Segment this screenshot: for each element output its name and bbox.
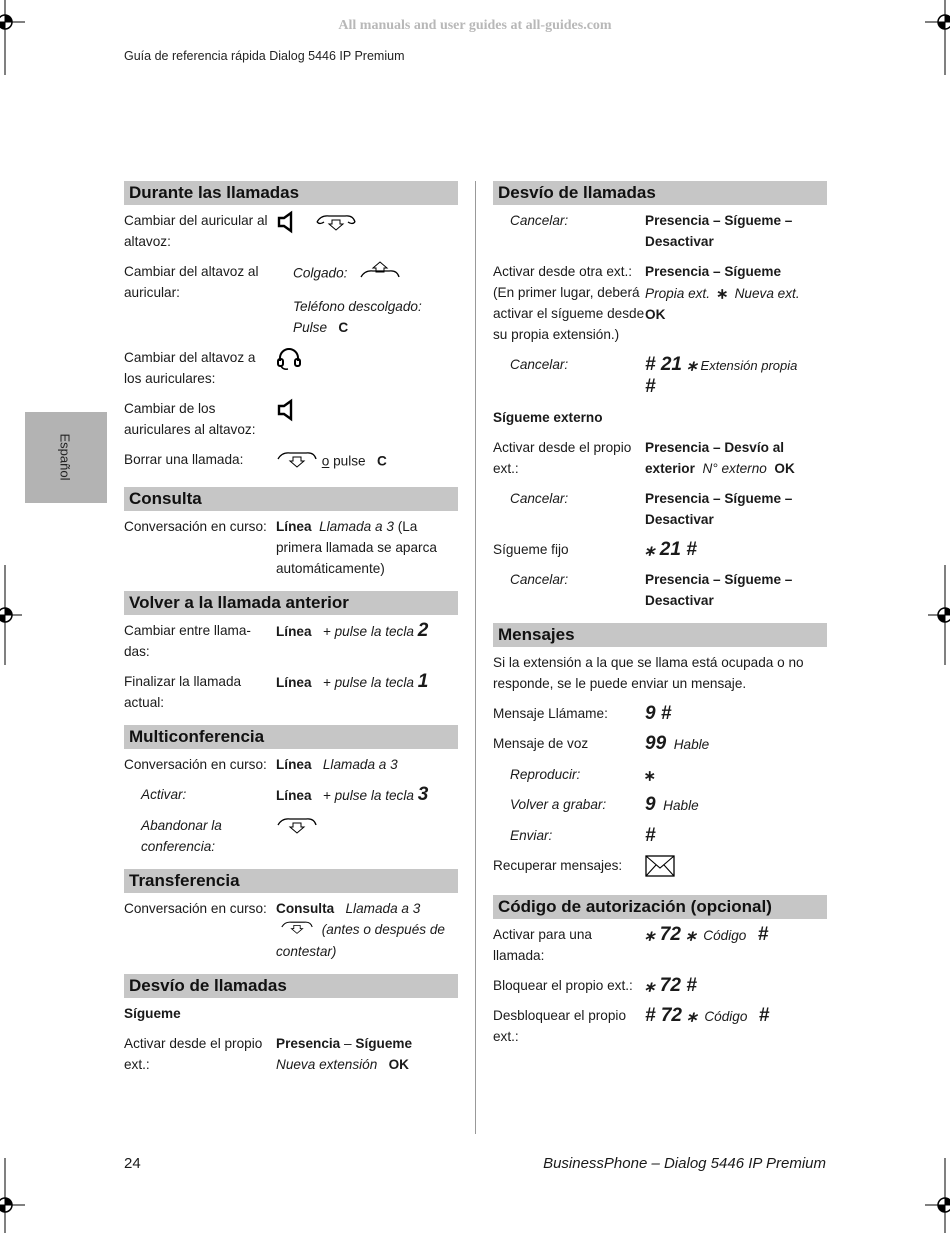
row-label: Cambiar del altavoz a los auriculares: bbox=[124, 350, 256, 386]
codigo-text: Código bbox=[704, 1009, 748, 1024]
row-label: Cambiar entre llama-das: bbox=[124, 623, 251, 659]
linea-key: Línea bbox=[276, 757, 312, 772]
row-label: Finalizar la llamada actual: bbox=[124, 674, 242, 710]
row-label: Conversación en curso: bbox=[124, 757, 267, 772]
row-value bbox=[645, 855, 827, 883]
section-heading-desvio-right: Desvío de llamadas bbox=[493, 181, 827, 205]
mensajes-intro: Si la extensión a la que se llama está ocupada o no responde, se le puede enviar un mensaje. bbox=[493, 655, 804, 691]
row-volver-grabar bbox=[493, 794, 827, 816]
row-label: Conversación en curso: bbox=[124, 519, 267, 534]
row-activar-codigo bbox=[493, 924, 827, 966]
handset-down-icon bbox=[315, 212, 357, 238]
star-icon: ⁎ bbox=[717, 282, 728, 303]
column-divider bbox=[475, 181, 476, 1134]
row-multi-activar bbox=[124, 784, 458, 806]
row-label: Bloquear el propio ext.: bbox=[493, 978, 633, 993]
row-activar-otra-ext bbox=[493, 261, 827, 345]
row-label: Cancelar: bbox=[510, 357, 569, 372]
row-auriculares-altavoz bbox=[124, 398, 458, 440]
section-heading-consulta: Consulta bbox=[124, 487, 458, 511]
pulse-tecla-text: + pulse la tecla bbox=[322, 675, 414, 690]
ok-key: OK bbox=[645, 307, 666, 322]
row-value bbox=[276, 671, 458, 713]
section-heading-multiconferencia: Multiconferencia bbox=[124, 725, 458, 749]
row-value bbox=[645, 1005, 827, 1047]
num-externo-text: N° externo bbox=[702, 461, 767, 476]
row-value bbox=[276, 210, 458, 252]
speaker-icon bbox=[276, 210, 300, 240]
c-key: C bbox=[338, 320, 349, 335]
pulse-tecla-text: + pulse la tecla bbox=[322, 788, 414, 803]
extension-propia-text: Extensión propia bbox=[700, 358, 798, 373]
presencia-sigueme: Presencia – Sígueme bbox=[645, 264, 782, 279]
left-column bbox=[124, 181, 458, 1084]
section-heading-volver: Volver a la llamada anterior bbox=[124, 591, 458, 615]
section-heading-mensajes: Mensajes bbox=[493, 623, 827, 647]
row-value: 9 # bbox=[645, 703, 672, 724]
llamada-a-3: Llamada a 3 bbox=[345, 901, 421, 916]
llamada-a-3: Llamada a 3 bbox=[322, 757, 398, 772]
c-key: C bbox=[376, 453, 387, 469]
row-value: Presencia – Sígueme – Desactivar bbox=[645, 491, 793, 527]
row-value: ⁎ 72 # bbox=[645, 975, 697, 996]
descolgado-label: Teléfono descolgado: bbox=[293, 299, 422, 314]
row-label: Activar: bbox=[141, 787, 187, 802]
row-value bbox=[645, 794, 827, 816]
code-keys: 9 bbox=[645, 794, 656, 815]
row-consulta bbox=[124, 516, 458, 579]
subheading-sigueme-externo: Sígueme externo bbox=[493, 410, 603, 425]
row-value: ⁎ bbox=[645, 764, 655, 785]
hash-key: # bbox=[757, 924, 769, 945]
row-cancelar-1 bbox=[493, 210, 827, 252]
speaker-icon bbox=[276, 398, 300, 428]
headset-icon bbox=[276, 347, 302, 377]
dash: – bbox=[344, 1036, 352, 1052]
ok-key: OK bbox=[388, 1057, 409, 1073]
handset-up-icon bbox=[359, 261, 401, 287]
row-value: Presencia – Sígueme – Desactivar bbox=[645, 213, 793, 249]
row-reproducir bbox=[493, 764, 827, 785]
row-sigueme-fijo bbox=[493, 539, 827, 560]
nueva-ext-text: Nueva ext. bbox=[734, 286, 800, 301]
row-label: Abandonar la conferencia: bbox=[141, 818, 222, 854]
running-header: Guía de referencia rápida Dialog 5446 IP Premium bbox=[124, 49, 405, 63]
digit-key: 3 bbox=[417, 784, 429, 805]
row-llamame bbox=[493, 703, 827, 724]
code-keys: # 72 ⁎ bbox=[645, 1005, 697, 1026]
subheading-sigueme: Sígueme bbox=[124, 1006, 181, 1022]
row-auricular-altavoz bbox=[124, 210, 458, 252]
row-desbloquear bbox=[493, 1005, 827, 1047]
row-altavoz-auricular bbox=[124, 261, 458, 338]
note-text: (La primera llamada se aparca automáticamente) bbox=[276, 519, 437, 576]
row-label: Cancelar: bbox=[510, 491, 569, 506]
row-value bbox=[645, 924, 827, 966]
right-column bbox=[493, 181, 827, 1056]
row-label: Mensaje de voz bbox=[493, 736, 589, 751]
registration-mark-top-right bbox=[920, 0, 950, 80]
row-value bbox=[645, 354, 827, 398]
row-label: Cancelar: bbox=[510, 213, 569, 228]
row-label: Cancelar: bbox=[510, 572, 569, 587]
pulse-tecla-text: + pulse la tecla bbox=[322, 624, 414, 639]
row-value bbox=[276, 347, 458, 389]
linea-key: Línea bbox=[276, 788, 312, 803]
row-cancelar-3 bbox=[493, 488, 827, 530]
row-label: Cambiar del auricular al altavoz: bbox=[124, 213, 268, 249]
row-multi-conversacion bbox=[124, 754, 458, 775]
consulta-key: Consulta bbox=[276, 901, 335, 916]
row-label: Cambiar de los auriculares al altavoz: bbox=[124, 401, 256, 437]
llamada-a-3: Llamada a 3 bbox=[319, 519, 394, 534]
row-recuperar bbox=[493, 855, 827, 883]
code-keys: ⁎ 72 ⁎ bbox=[645, 924, 696, 945]
digit-key: 2 bbox=[417, 620, 429, 641]
code-keys: 99 bbox=[645, 733, 667, 754]
row-value bbox=[276, 1033, 458, 1075]
row-cambiar-llamadas bbox=[124, 620, 458, 662]
row-value bbox=[276, 784, 458, 806]
row-value bbox=[276, 754, 458, 775]
row-value bbox=[645, 733, 827, 755]
row-value bbox=[276, 620, 458, 662]
row-activar-externo bbox=[493, 437, 827, 479]
row-label: Activar para una llamada: bbox=[493, 927, 592, 963]
row-label: Borrar una llamada: bbox=[124, 452, 244, 467]
presencia-desvio: Presencia – Desvío al exterior bbox=[645, 440, 785, 476]
row-value: # bbox=[645, 825, 656, 846]
registration-mark-mid-right bbox=[920, 565, 950, 665]
row-transferencia bbox=[124, 898, 458, 962]
row-value: Presencia – Sígueme – Desactivar bbox=[645, 572, 793, 608]
row-value bbox=[276, 815, 458, 857]
row-label: Reproducir: bbox=[510, 767, 581, 782]
row-label: Activar desde el propio ext.: bbox=[493, 440, 632, 476]
row-label: Volver a grabar: bbox=[510, 797, 607, 812]
or-text: o bbox=[321, 453, 330, 469]
handset-down-icon bbox=[276, 449, 318, 475]
code-keys: # 21 ⁎ bbox=[645, 354, 697, 375]
row-value bbox=[276, 449, 458, 475]
row-cancelar-4 bbox=[493, 569, 827, 611]
row-label: Mensaje Llámame: bbox=[493, 706, 608, 721]
nueva-extension-text: Nueva extensión bbox=[276, 1057, 378, 1073]
watermark: All manuals and user guides at all-guides.com bbox=[338, 18, 612, 33]
pulse-text: pulse bbox=[333, 453, 366, 469]
linea-key: Línea bbox=[276, 519, 312, 534]
row-sigueme-activar bbox=[124, 1033, 458, 1075]
row-value bbox=[645, 261, 827, 345]
row-value bbox=[645, 437, 827, 479]
row-enviar bbox=[493, 825, 827, 846]
propia-ext-text: Propia ext. bbox=[645, 286, 710, 301]
row-value bbox=[276, 398, 458, 440]
row-value: ⁎ 21 # bbox=[645, 539, 697, 560]
section-heading-desvio-left: Desvío de llamadas bbox=[124, 974, 458, 998]
language-label: Español bbox=[57, 433, 73, 481]
row-multi-abandonar bbox=[124, 815, 458, 857]
sigueme-key: Sígueme bbox=[355, 1036, 413, 1052]
hash-key: # bbox=[645, 376, 656, 397]
row-label: Activar desde el propio ext.: bbox=[124, 1036, 263, 1073]
colgado-label: Colgado: bbox=[293, 265, 348, 281]
row-label: Cambiar del altavoz al auricular: bbox=[124, 264, 259, 300]
linea-key: Línea bbox=[276, 624, 312, 639]
row-altavoz-auriculares bbox=[124, 347, 458, 389]
registration-mark-bottom-right bbox=[920, 1158, 950, 1233]
hable-text: Hable bbox=[663, 798, 699, 813]
row-value bbox=[276, 261, 458, 338]
presencia-key: Presencia bbox=[276, 1036, 341, 1052]
section-heading-transferencia: Transferencia bbox=[124, 869, 458, 893]
registration-mark-mid-left bbox=[0, 565, 30, 665]
row-label: Recuperar mensajes: bbox=[493, 858, 623, 873]
registration-mark-top-left bbox=[0, 0, 30, 80]
codigo-text: Código bbox=[703, 928, 747, 943]
row-borrar-llamada bbox=[124, 449, 458, 475]
section-heading-codigo: Código de autorización (opcional) bbox=[493, 895, 827, 919]
row-label: Activar desde otra ext.: (En primer lugar, deberá activar el sígueme desde su propia extensión.) bbox=[493, 264, 645, 342]
row-value bbox=[276, 516, 458, 579]
row-finalizar-llamada bbox=[124, 671, 458, 713]
row-label: Enviar: bbox=[510, 828, 553, 843]
row-label: Desbloquear el propio ext.: bbox=[493, 1008, 627, 1044]
row-label: Sígueme fijo bbox=[493, 542, 569, 557]
page-number: 24 bbox=[124, 1155, 141, 1172]
note-text: (antes o después de contestar) bbox=[276, 922, 445, 960]
registration-mark-bottom-left bbox=[0, 1158, 30, 1233]
language-side-tab bbox=[25, 412, 107, 503]
row-cancelar-2 bbox=[493, 354, 827, 398]
handset-down-icon bbox=[276, 919, 318, 941]
handset-down-icon bbox=[276, 815, 318, 841]
pulse-label: Pulse bbox=[293, 320, 328, 335]
hable-text: Hable bbox=[673, 737, 710, 752]
ok-key: OK bbox=[774, 461, 795, 476]
linea-key: Línea bbox=[276, 675, 312, 690]
row-mensaje-voz bbox=[493, 733, 827, 755]
row-value bbox=[276, 898, 458, 962]
section-heading-durante: Durante las llamadas bbox=[124, 181, 458, 205]
digit-key: 1 bbox=[417, 671, 429, 692]
hash-key: # bbox=[758, 1005, 770, 1026]
row-bloquear bbox=[493, 975, 827, 996]
envelope-icon bbox=[645, 855, 675, 883]
footer-title: BusinessPhone – Dialog 5446 IP Premium bbox=[543, 1155, 826, 1172]
row-label: Conversación en curso: bbox=[124, 901, 267, 916]
